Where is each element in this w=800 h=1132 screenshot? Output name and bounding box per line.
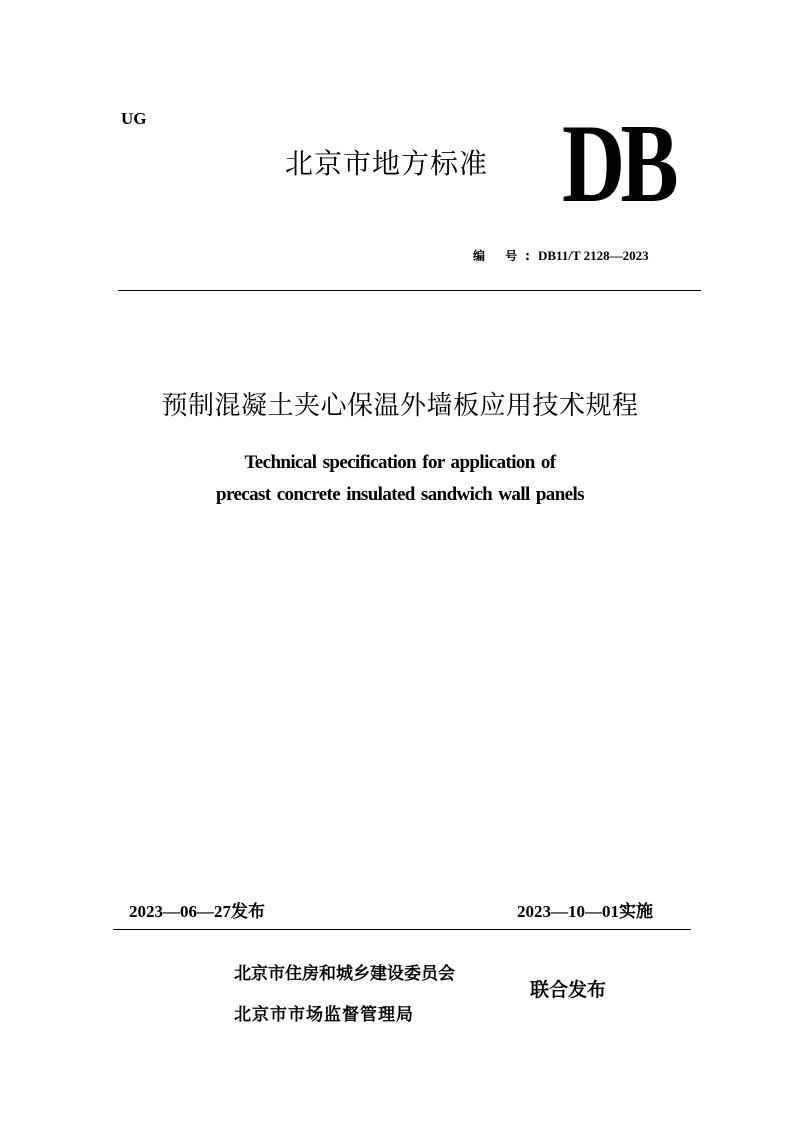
effective-date-label: 实施 — [619, 902, 653, 922]
document-title-chinese: 预制混凝土夹心保温外墙板应用技术规程 — [161, 391, 639, 421]
document-title-english-line1: Technical specification for application of — [244, 452, 556, 473]
joint-issue-label: 联合发布 — [530, 979, 607, 1001]
issuer-housing-commission: 北京市住房和城乡建设委员会 — [234, 964, 455, 984]
standard-type-title: 北京市地方标准 — [285, 147, 489, 180]
publish-date — [129, 897, 265, 922]
standard-number-value: DB11/T 2128—2023 — [537, 248, 649, 263]
standard-number-label: 编 号: — [473, 249, 538, 263]
standard-number — [473, 247, 649, 264]
publish-date-value: 2023—06—27 — [129, 902, 231, 921]
issuer-market-supervision: 北京市市场监督管理局 — [234, 1005, 414, 1025]
ics-code: UG — [121, 109, 147, 128]
document-title-english-line2: precast concrete insulated sandwich wall panels — [216, 484, 584, 505]
effective-date — [517, 897, 653, 922]
footer-divider — [113, 929, 691, 930]
publish-date-label: 发布 — [231, 902, 265, 922]
header-divider — [118, 290, 701, 291]
effective-date-value: 2023—10—01 — [517, 902, 619, 921]
db-logo: DB — [562, 102, 675, 226]
